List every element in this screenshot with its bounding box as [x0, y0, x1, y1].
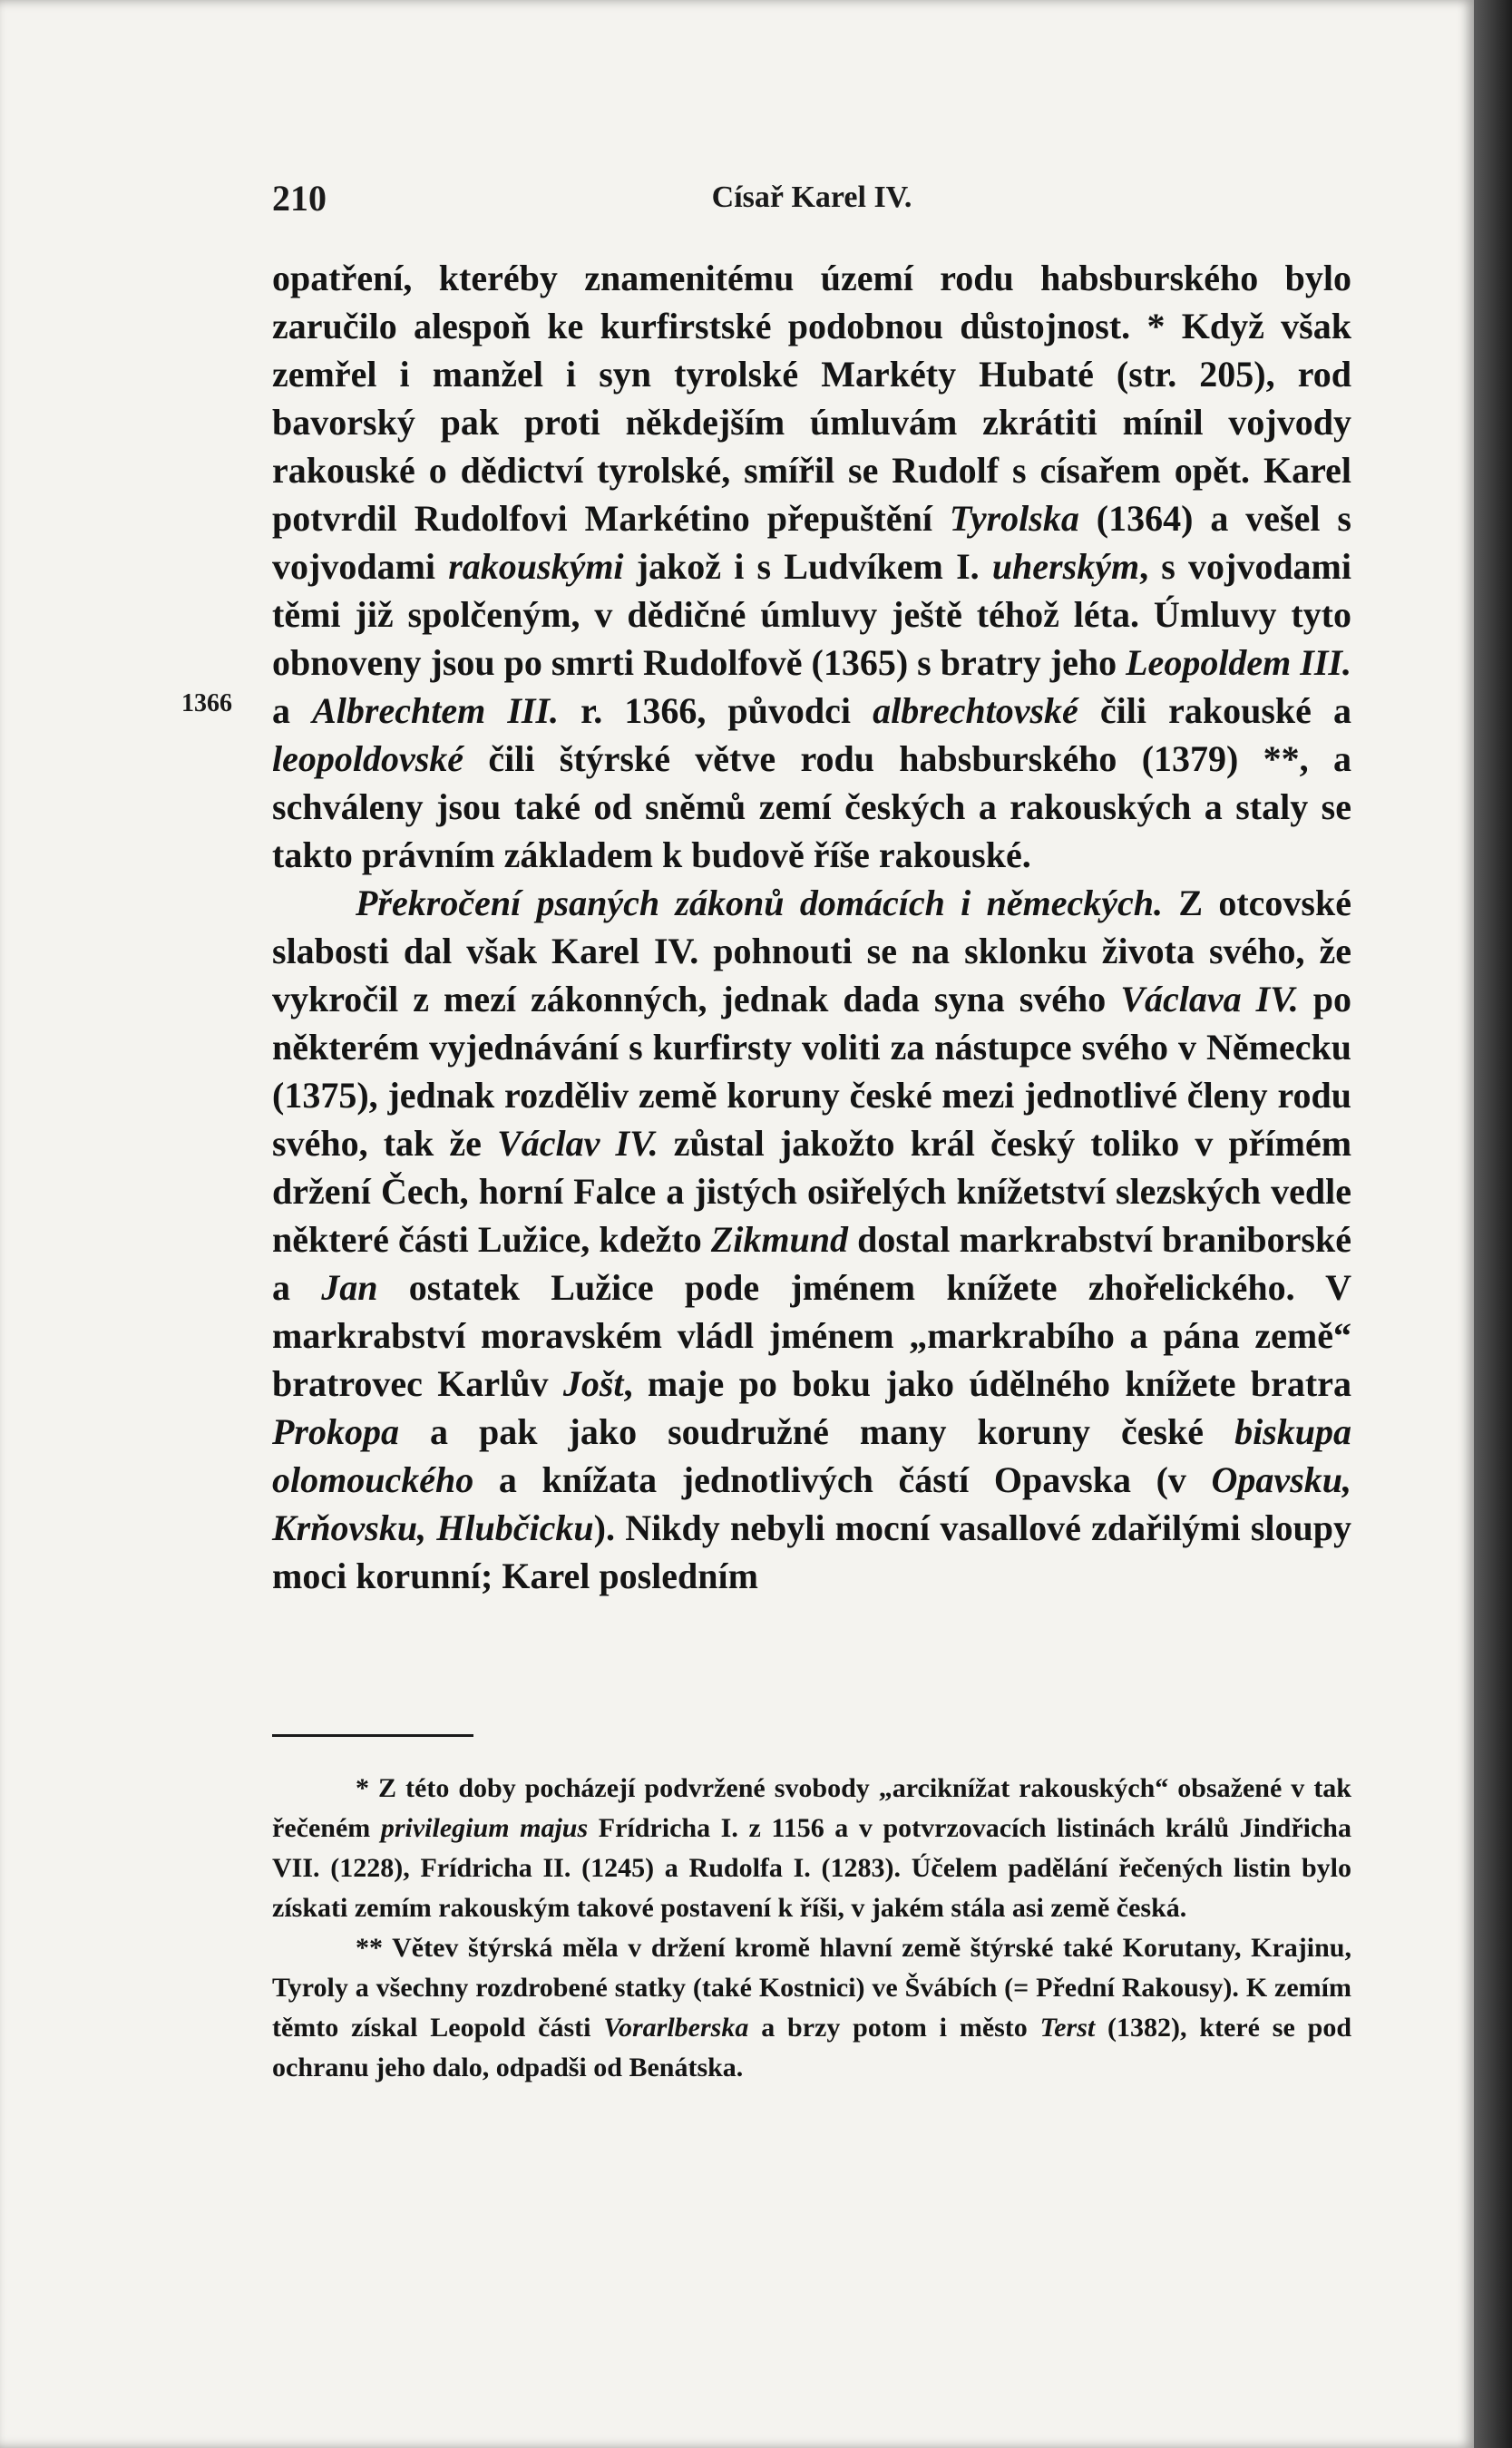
text-run: a brzy potom i město [748, 2013, 1040, 2043]
footnote-mark: ** [356, 1933, 393, 1963]
italic-term: Prokopa [272, 1411, 399, 1452]
text-run: r. 1366, původci [559, 690, 873, 731]
margin-year-note: 1366 [181, 689, 232, 717]
italic-term: Vorarlberska [603, 2013, 749, 2043]
text-run: čili štýrské větve rodu habsburského (1379) **, a schváleny jsou také od sněmů zemí českých a rakouských a staly se takto právním základem k budově říše rakouské. [272, 738, 1351, 875]
footnote-divider [272, 1734, 473, 1737]
italic-term: Leopoldem III. [1126, 642, 1351, 683]
italic-term: Václava IV. [1120, 979, 1299, 1019]
footnotes [272, 1769, 1351, 2088]
paragraph-1 [272, 254, 1351, 879]
main-text [272, 254, 1351, 1600]
italic-term: Terst [1039, 2013, 1096, 2043]
italic-term: Opavsku, Krňovsku, Hlubčicku [272, 1459, 1351, 1548]
italic-term: biskupa olomouckého [272, 1411, 1351, 1500]
running-title: Císař Karel IV. [711, 180, 912, 214]
italic-term: Václav IV. [497, 1123, 658, 1164]
text-run: , s vojvodami těmi již spolčeným, v dědičné úmluvy ještě téhož léta. Úmluvy tyto obnoveny jsou po smrti Rudolfově (1365) s bratry jeho [272, 546, 1351, 683]
page-number: 210 [272, 178, 327, 219]
paragraph-2 [272, 879, 1351, 1600]
text-run: po některém vyjednávání s kurfirsty voliti za nástupce svého v Německu (1375), jednak rozděliv země koruny české mezi jednotlivé členy rodu svého, tak že [272, 979, 1352, 1164]
text-run: zůstal jakožto král český toliko v přímém držení Čech, horní Falce a jistých osiřelých knížetství slezských vedle některé části Lužice, kdežto [272, 1123, 1352, 1260]
section-heading: Překročení psaných zákonů domácích i německých. [356, 883, 1163, 923]
page-edge-shadow [1474, 0, 1512, 2448]
italic-term: Albrechtem III. [312, 690, 560, 731]
text-run: (1364) a vešel s vojvodami [272, 498, 1351, 587]
text-run: Z této doby pocházejí podvržené svobody „arciknížat rakouských“ obsažené v tak řečeném [272, 1773, 1351, 1843]
footnote-mark: * [356, 1773, 379, 1803]
italic-term: rakouskými [448, 546, 624, 587]
italic-term: Jan [321, 1267, 378, 1308]
text-run: ). Nikdy nebyli mocní vasallové zdařilými sloupy moci korunní; Karel posledním [272, 1507, 1351, 1596]
text-run: ostatek Lužice pode jménem knížete zhořelického. V markrabství moravském vládl jménem „markrabího a pána země“ bratrovec Karlův [272, 1267, 1351, 1404]
italic-term: Zikmund [710, 1219, 849, 1260]
text-run: (1382), které se pod ochranu jeho dalo, odpadši od Benátska. [272, 2013, 1352, 2082]
text-run: dostal markrabství braniborské a [272, 1219, 1351, 1308]
text-run: jakož i s Ludvíkem I. [623, 546, 992, 587]
text-run: čili rakouské a [1078, 690, 1351, 731]
footnote-2 [272, 1928, 1351, 2088]
text-run: opatření, kteréby znamenitému území rodu habsburského bylo zaručilo alespoň ke kurfirstské podobnou důstojnost. * Když však zemřel i manžel i syn tyrolské Markéty Hubaté (str. 205), rod bavorský pak proti někdejším úmluvám zkrátiti mínil vojvody rakouské o dědictví tyrolské, smířil se Rudolf s císařem opět. Karel potvrdil Rudolfovi Markétino přepuštění [272, 258, 1351, 539]
text-run: a knížata jednotlivých částí Opavska (v [473, 1459, 1212, 1500]
italic-term: privilegium majus [380, 1813, 589, 1843]
text-run: , maje po boku jako údělného knížete bratra [623, 1363, 1351, 1404]
footnote-1 [272, 1769, 1351, 1928]
text-run: a [272, 690, 313, 731]
text-run: a pak jako soudružné many koruny české [399, 1411, 1235, 1452]
italic-term: albrechtovské [873, 690, 1078, 731]
text-run: Z otcovské slabosti dal však Karel IV. pohnouti se na sklonku života svého, že vykročil z mezí zákonných, jednak dada syna svého [272, 883, 1352, 1019]
text-run: Frídricha I. z 1156 a v potvrzovacích listinách králů Jindřicha VII. (1228), Frídricha II. (1245) a Rudolfa I. (1283). Účelem padělání řečených listin bylo získati zemím rakouským takové postavení k říši, v jakém stála asi země česká. [272, 1813, 1351, 1923]
italic-term: Tyrolska [949, 498, 1079, 539]
italic-term: Jošt [562, 1363, 624, 1404]
italic-term: leopoldovské [272, 738, 464, 779]
text-run: Větev štýrská měla v držení kromě hlavní země štýrské také Korutany, Krajinu, Tyroly a všechny rozdrobené statky (také Kostnici) ve Švábích (= Přední Rakousy). K zemím těmto získal Leopold části [272, 1933, 1351, 2043]
italic-term: uherským [991, 546, 1140, 587]
page-header [272, 177, 1351, 222]
